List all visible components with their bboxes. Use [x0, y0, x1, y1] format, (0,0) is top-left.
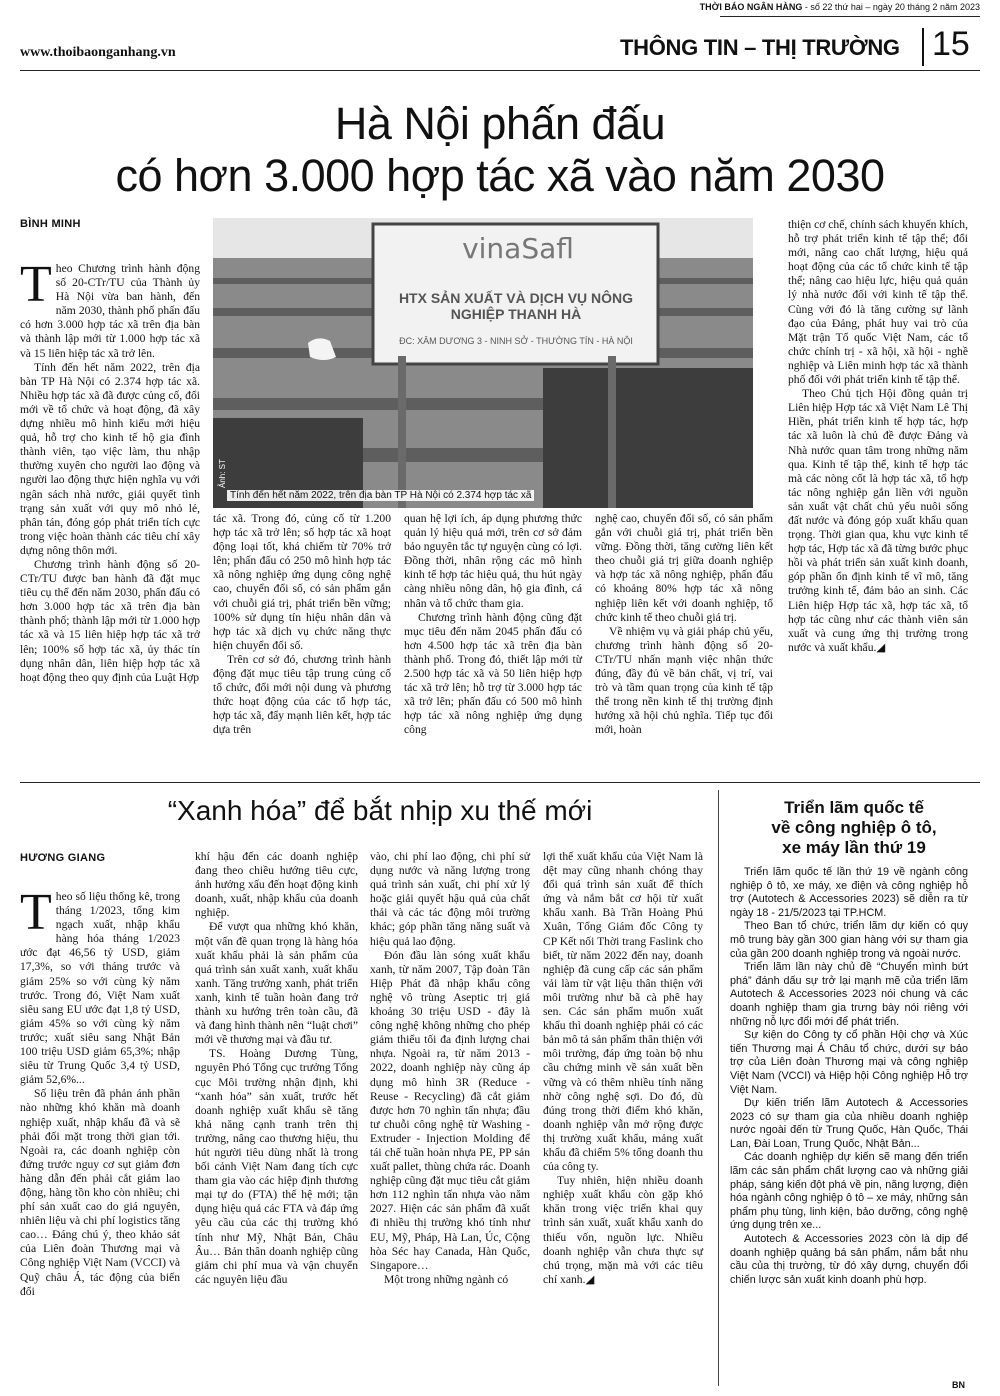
article1-paragraph: Theo Chủ tịch Hội đồng quản trị Liên hiệp Hợp tác xã Việt Nam Lê Thị Hiền, phát triển kinh tế hợp tác, hợp tác xã luôn là chủ đề được Đảng và Nhà nước quan tâm trong những năm qua. Kinh tế tập thể, kinh tế hợp tác mà các nòng cốt là hợp tác xã, tổ hợp tác nông nghiệp gắn liền với nguồn sản xuất vật chất chủ yếu nuôi sống đất nước và đóng góp xuất khẩu quan trọng. Thời gian qua, khu vực kinh tế hợp tác, Hợp tác xã đã từng bước phục hồi và phát triển sản xuất kinh doanh, góp phần ổn định kinh tế vĩ mô, tăng trưởng kinh tế, đảm bảo an sinh. Các Liên hiệp Hợp tác xã, hợp tác xã, tổ hợp tác cũng như các thành viên sản xuất và cung ứng thị trường trong nước và xuất khẩu.◢: [788, 387, 969, 654]
issue-info: - số 22 thứ hai – ngày 20 tháng 2 năm 2023: [804, 2, 980, 12]
article2-title: “Xanh hóa” để bắt nhịp xu thế mới: [167, 795, 593, 826]
article3-paragraph: Dự kiến triển lãm Autotech & Accessories 2023 có sự tham gia của nhiều doanh nghiệp nước ngoài đến từ Trung Quốc, Hàn Quốc, Thái Lan, Đài Loan, Trung Quốc, Nhật Bản...: [730, 1097, 968, 1150]
section-separator: [20, 782, 980, 783]
article3-title-line2: về công nghiệp ô tô,: [771, 818, 937, 837]
article1-paragraph: Trên cơ sở đó, chương trình hành động đặt mục tiêu tập trung củng cố tổ chức, đổi mới nội dung và phương thức hoạt động của các tổ hợp tác, hợp tác xã, đẩy mạnh liên kết, hợp tác dựa trên: [213, 652, 391, 737]
paper-name: THỜI BÁO NGÂN HÀNG: [699, 2, 803, 12]
article1-title-line2: có hơn 3.000 hợp tác xã vào năm 2030: [115, 150, 885, 201]
article2-paragraph: Để vượt qua những khó khăn, một vấn đề quan trọng là hàng hóa xuất khẩu phải là sản phẩm của quá trình sản xuất xanh, xuất khẩu xanh. Tăng trưởng xanh, phát triển xanh, kinh tế tuần hoàn đang trở thành xu hướng trên toàn cầu, đã và đang hình thành nên “luật chơi” mới về thương mại và đầu tư.: [195, 920, 358, 1047]
article3-paragraph: Theo Ban tổ chức, triển lãm dự kiến có quy mô trung bày gần 300 gian hàng với sự tham gia của gần 200 doanh nghiệp trong và ngoài nước.: [730, 920, 968, 960]
article2-paragraph: Đón đầu làn sóng xuất khẩu xanh, từ năm 2007, Tập đoàn Tân Hiệp Phát đã nhập khẩu công nghệ vô trùng Aseptic trị giá khoảng 30 triệu USD - đây là công nghệ không những cho phép giảm thiểu tối đa định lượng chai nhựa. Ngoài ra, từ năm 2013 - 2022, doanh nghiệp này cũng áp dụng mô hình 3R (Reduce - Reuse - Recycling) đã cắt giảm được hơn 70 nghìn tấn nhựa; đầu tư chuỗi công nghệ từ Washing - Extruder - Injection Molding để tái chế tuần hoàn nhựa PE, PP sản xuất pallet, thùng chứa rác. Doanh nghiệp cũng đặt mục tiêu cắt giảm hơn 112 nghìn tấn nhựa vào năm 2027. Hiện các sản phẩm đã xuất đi nhiều thị trường khó tính như EU, Mỹ, Pháp, Hà Lan, Úc, Cộng hòa Séc hay Canada, Hàn Quốc, Singapore…: [370, 948, 530, 1272]
article2-column4: [543, 850, 703, 1287]
header-rule: [720, 16, 980, 17]
article2-column2: [195, 850, 358, 1287]
article2-column1: [20, 884, 180, 1299]
article2-paragraph: TS. Hoàng Dương Tùng, nguyên Phó Tổng cục trưởng Tổng cục Môi trường nhận định, khi “xanh hóa” sản xuất, trước hết doanh nghiệp xuất khẩu sẽ tăng khả năng cạnh tranh trên thị trường, nâng cao thương hiệu, thu hút người tiêu dùng nhất là trong bối cảnh Việt Nam đang tích cực tham gia vào các hiệp định thương mại tự do (FTA) thế hệ mới; tận dụng hiệu quả các FTA và đáp ứng yêu cầu của các thị trường khó tính như Mỹ, Nhật Bản, Châu Âu… Bản thân doanh nghiệp cũng giảm chi phí mua và vận chuyển các nguyên liệu đầu: [195, 1047, 358, 1286]
article1-title: [0, 98, 1000, 202]
article2-paragraph: vào, chi phí lao động, chi phí sử dụng nước và năng lượng trong quá trình sản xuất, chi phí xử lý hoặc giải quyết hậu quả của chất thải và các tác động môi trường khác; góp phần tăng năng suất và hiệu quả lao động.: [370, 850, 530, 948]
article1-paragraph: Về nhiệm vụ và giải pháp chủ yếu, chương trình hành động số 20-CTr/TU nhấn mạnh việc nhận thức đúng, đầy đủ về bản chất, vị trí, vai trò và tầm quan trọng của kinh tế tập thể trong nền kinh tế thị trường định hướng xã hội chủ nghĩa. Tiếp tục đổi mới, hoàn: [595, 624, 773, 737]
sign-title: HTX SẢN XUẤT VÀ DỊCH VỤ NÔNG NGHIỆP THANH HÀ: [398, 290, 634, 322]
article2-byline: HƯƠNG GIANG: [20, 852, 106, 864]
article1-paragraph: quan hệ lợi ích, áp dụng phương thức quản lý hiệu quả mới, trên cơ sở đảm bảo nguyên tắc tự nguyện cùng có lợi. Đồng thời, nhân rộng các mô hình kinh tế hợp tác hiệu quả, thu hút ngày càng nhiều nông dân, hộ gia đình, cá nhân và tổ chức tham gia.: [404, 512, 582, 610]
article2-column3: [370, 850, 530, 1287]
article1-paragraph: heo Chương trình hành động số 20-CTr/TU của Thành ủy Hà Nội vừa ban hành, đến năm 2030, thành phố phấn đấu có hơn 3.000 hợp tác xã trên địa bàn và thành lập mới từ 1.000 hợp tác xã và 15 liên hiệp tác xã trở lên.: [20, 262, 200, 360]
article3-paragraph: Sự kiện do Công ty cổ phần Hội chợ và Xúc tiến Thương mại Á Châu tổ chức, dưới sự bảo trợ của Liên đoàn Thương mại và công nghiệp Việt Nam (VCCI) và Hiệp hội Công nghiệp Hỗ trợ Việt Nam.: [730, 1029, 968, 1096]
article1-paragraph: nghệ cao, chuyển đổi số, có sản phẩm gắn với chuỗi giá trị, phát triển bền vững. Đồng thời, tăng cường liên kết theo chuỗi giá trị giữa doanh nghiệp và hợp tác xã nông nghiệp, phấn đấu có khoảng 80% hợp tác xã nông nghiệp liên kết với doanh nghiệp, tổ chức kinh tế theo chuỗi giá trị.: [595, 512, 773, 624]
article1-photo: [213, 218, 753, 508]
masthead-rule: [20, 70, 980, 71]
article1-paragraph: tác xã. Trong đó, củng cố từ 1.200 hợp tác xã trở lên; số hợp tác xã hoạt động loại tốt, khá chiếm từ 70% trở lên; phấn đấu có 250 mô hình hợp tác xã nông nghiệp ứng dụng công nghệ cao, chuyển đổi số, có sản phẩm gắn với chuỗi giá trị, phát triển bền vững; 100% sử dụng tín hiệu nhân dân và hợp tác xã dịch vụ chức năng thực hiện chuyển đổi số.: [213, 512, 391, 652]
article2-paragraph: Số liệu trên đã phản ánh phần nào những khó khăn mà doanh nghiệp xuất, nhập khẩu đã và sẽ phải đối mặt trong thời gian tới. Ngoài ra, các doanh nghiệp còn đứng trước nguy cơ sụt giảm đơn hàng dẫn đến phải cắt giảm lao động, hàng tồn kho còn nhiều; chi phí sản xuất cao do giá nguyên, nhiên liệu và chi phí logistics tăng cao… Đáng chú ý, theo khảo sát của Liên đoàn Thương mại và Công nghiệp Việt Nam (VCCI) và Quỹ châu Á, tác động của biến đổi: [20, 1087, 180, 1298]
article1-dropcap: T: [20, 256, 52, 313]
article3-signature: BN: [952, 1380, 965, 1390]
article2-paragraph: Một trong những ngành có: [384, 1272, 509, 1286]
article1-column5: [788, 218, 968, 655]
article1-paragraph: Chương trình hành động cũng đặt mục tiêu đến năm 2045 phấn đấu có hơn 4.500 hợp tác xã trên địa bàn thành phố. Trong đó, thiết lập mới từ 2.500 hợp tác xã và 50 liên hiệp hợp tác xã trở lên; hỗ trợ từ 3.000 hợp tác xã trở lên; phấn đấu có 500 mô hình hợp tác xã nông nghiệp ứng dụng công: [404, 610, 582, 737]
section-divider: [922, 28, 924, 66]
article2-paragraph: heo số liệu thống kê, trong tháng 1/2023, tổng kim ngạch xuất, nhập khẩu hàng hóa tháng 1/2023 ước đạt 46,56 tỷ USD, giảm 17,3%, so với tháng trước và giảm 25% so với cùng kỳ năm trước. Trong đó, Việt Nam xuất siêu sang EU ước đạt 1,8 tỷ USD, giảm 45% so với cùng kỳ năm trước; xuất siêu sang Nhật Bản 100 triệu USD giảm 65,3%; nhập siêu từ Trung Quốc 3,4 tỷ USD, giảm 52,6%...: [20, 890, 180, 1087]
article3-title-line3: xe máy lần thứ 19: [782, 838, 926, 857]
article1-column4: [595, 512, 773, 738]
article3-paragraph: Các doanh nghiệp dự kiến sẽ mang đến triển lãm các sản phẩm chất lượng cao và những giải pháp, sáng kiến đột phá về pin, năng lượng, điện hóa ngành công nghiệp ô tô – xe máy, những sản phẩm phụ tùng, linh kiện, bảo dưỡng, công nghệ ứng dụng trên xe...: [730, 1151, 968, 1232]
article2-dropcap: T: [20, 884, 52, 941]
article2-paragraph: lợi thế xuất khẩu của Việt Nam là dệt may cũng nhanh chóng thay đổi quá trình sản xuất để thích ứng và nắm bắt cơ hội từ xuất khẩu xanh. Bà Trần Hoàng Phú Xuân, Tổng Giám đốc Công ty CP Kết nối Thời trang Faslink cho biết, từ năm 2022 đến nay, doanh nghiệp đã cung cấp các sản phẩm vải làm từ vật liệu thân thiện với môi trường như bã cà phê hay sen. Các sản phẩm muốn xuất khẩu thì doanh nghiệp phải có các bản mô tả sản phẩm thân thiện với môi trường, đáp ứng toàn bộ nhu cầu chứng minh về sản xuất bền vững và có thêm nhiều tính năng nhờ công nghệ sợi. Do đó, dù đúng trong thời điểm khó khăn, doanh nghiệp vẫn mở rộng được thị trường xuất khẩu, mảng xuất khẩu đã chiếm 5% tổng doanh thu của công ty.: [543, 850, 703, 1174]
article3-title-line1: Triển lãm quốc tế: [784, 798, 924, 817]
sign-address: ĐC: XÂM DƯƠNG 3 - NINH SỞ - THƯỜNG TÍN - HÀ NỘI: [399, 336, 633, 346]
article1-paragraph: Tính đến hết năm 2022, trên địa bàn TP Hà Nội có 2.374 hợp tác xã. Nhiều hợp tác xã đã được củng cố, đổi mới về tổ chức và hoạt động, đã xây dựng nhiều mô hình kiểu mới hiệu quả, hỗ trợ cho kinh tế hộ gia đình thành viên, tạo việc làm, thu nhập thường xuyên cho người lao động và người lao động thực hiện nghĩa vụ với ngân sách nhà nước, giải quyết tình trạng sản xuất với quy mô nhỏ lẻ, phân tán, đóng góp phát triển tích cực trong việc hoàn thành các tiêu chí xây dựng nông thôn mới.: [20, 360, 200, 557]
article3-title: [728, 798, 980, 858]
article3-paragraph: Triển lãm lần này chủ đề “Chuyển mình bứt phá” đánh dấu sự trở lại mạnh mẽ của triển lãm Autotech & Accessories 2023 nói chung và các doanh nghiệp tham gia trưng bày nói riêng với những nỗ lực đổi mới để phát triển.: [730, 961, 968, 1028]
article3-body: [730, 866, 968, 1287]
article1-column3: [404, 512, 582, 738]
photo-caption: Tính đến hết năm 2022, trên địa bàn TP Hà Nội có 2.374 hợp tác xã: [227, 490, 534, 501]
article2-paragraph: khí hậu đến các doanh nghiệp đang theo chiều hướng tiêu cực, ảnh hưởng xấu đến hoạt động kinh doanh, xuất, nhập khẩu của doanh nghiệp.: [195, 850, 358, 920]
page-number: 15: [932, 25, 970, 63]
article1-title-line1: Hà Nội phấn đấu: [334, 98, 666, 149]
article1-byline: BÌNH MINH: [20, 218, 81, 230]
sign-brand-logo: vinaSafl: [462, 232, 574, 265]
article1-paragraph: Chương trình hành động số 20-CTr/TU được ban hành đã đặt mục tiêu cụ thể đến năm 2030, phấn đấu có hơn 3.000 hợp tác xã trên địa bàn thành phố; thành lập mới từ 1.000 hợp tác xã và 15 liên hiệp hợp tác xã trở lên; 100% số hợp tác xã, ủy thác tín dụng nhân dân, liên hiệp hợp tác xã hoạt động theo quy định của Luật Hợp: [20, 557, 200, 684]
photo-credit: Ảnh: ST: [218, 459, 227, 488]
article3-paragraph: Autotech & Accessories 2023 còn là dịp để doanh nghiệp quảng bá sản phẩm, nắm bắt nhu cầu của thị trường, từ đó xây dựng, chuyển đổi chiến lược sản xuất kinh doanh phù hợp.: [730, 1233, 968, 1286]
article1-column1: [20, 256, 200, 685]
article3-paragraph: Triển lãm quốc tế lần thứ 19 về ngành công nghiệp ô tô, xe máy, xe điện và công nghiệp hỗ trợ (Autotech & Accessories 2023) sẽ diễn ra từ ngày 18 - 21/5/2023 tại TP.HCM.: [730, 866, 968, 919]
section-title: THÔNG TIN – THỊ TRƯỜNG: [620, 35, 900, 60]
issue-header: [700, 2, 980, 12]
article1-paragraph: thiện cơ chế, chính sách khuyến khích, hỗ trợ phát triển kinh tế tập thể; đổi mới, nâng cao chất lượng, hiệu quả hoạt động của các tổ chức kinh tế tập thể; nâng cao hiệu lực, hiệu quả quản lý nhà nước đối với kinh tế tập thể. Cùng với đó là tăng cường sự lãnh đạo của Đảng, phát huy vai trò của Mặt trận Tổ quốc Việt Nam, các tổ chức chính trị - xã hội, xã hội - nghề nghiệp và Liên minh hợp tác xã thành phố đối với phát triển kinh tế tập thể.: [788, 218, 968, 387]
column-rule: [718, 790, 719, 1386]
article2-paragraph: Tuy nhiên, hiện nhiều doanh nghiệp xuất khẩu còn gặp khó khăn trong việc triển khai quy trình sản xuất, xuất khẩu xanh do thiếu vốn, nguồn lực. Nhiều doanh nghiệp vẫn chưa thực sự chú trọng, mặn mà với các tiêu chí xanh.◢: [543, 1174, 703, 1286]
website-link[interactable]: www.thoibaonganhang.vn: [20, 45, 176, 60]
article1-column2: [213, 512, 391, 738]
